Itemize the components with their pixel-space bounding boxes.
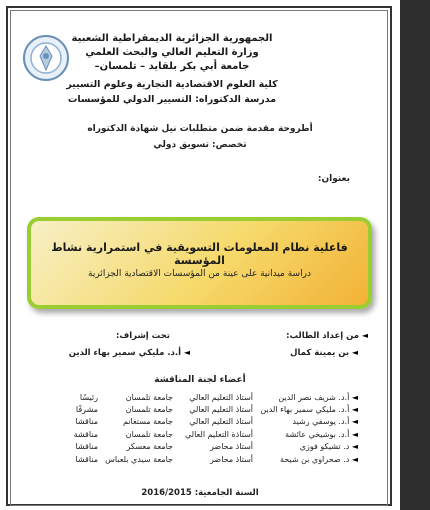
triangle-bullet-icon: ◄ bbox=[181, 348, 190, 357]
academic-year: السنة الجامعية: 2016/2015 bbox=[141, 488, 259, 498]
triangle-bullet-icon: ◄ bbox=[349, 405, 358, 415]
header-republic: الجمهورية الجزائرية الديمقراطية الشعبية bbox=[71, 33, 273, 44]
table-row: ◄ أ.د. بوشيخي عائشة أستاذة التعليم العالي جامعة تلمسان مناقشة bbox=[73, 429, 358, 439]
thesis-title: فاعلية نظام المعلومات التسويقية في استمرارية نشاط المؤسسة bbox=[51, 241, 348, 267]
title-box bbox=[27, 217, 372, 309]
triangle-bullet-icon: ◄ bbox=[349, 417, 358, 427]
header-ministry: وزارة التعليم العالي والبحث العلمي bbox=[85, 47, 259, 58]
specialization: تخصص: تسويق دولي bbox=[153, 140, 247, 150]
triangle-bullet-icon: ◄ bbox=[349, 442, 358, 452]
supervisor-label: تحت إشراف: bbox=[115, 331, 170, 341]
prepared-by-label: ◄ من إعداد الطالب: bbox=[286, 331, 368, 341]
supervisor-name: ◄ أ.د. مليكي سمير بهاء الدين bbox=[68, 348, 190, 358]
header-faculty: كلية العلوم الاقتصادية التجارية وعلوم التسيير bbox=[66, 79, 278, 90]
title-label: بعنوان: bbox=[317, 174, 350, 184]
table-row: ◄ د. صحراوي بن شيحة أستاذ محاضر جامعة سيدي بلعباس مناقشا bbox=[75, 454, 358, 464]
committee-table bbox=[58, 391, 358, 465]
triangle-bullet-icon: ◄ bbox=[349, 429, 358, 439]
thesis-subtitle: دراسة ميدانية على عينة من المؤسسات الاقتصادية الجزائرية bbox=[88, 269, 311, 279]
thesis-statement: أطروحة مقدمة ضمن متطلبات نيل شهادة الدكتوراه bbox=[87, 124, 313, 134]
triangle-bullet-icon: ◄ bbox=[359, 331, 368, 340]
triangle-bullet-icon: ◄ bbox=[349, 392, 358, 402]
triangle-bullet-icon: ◄ bbox=[349, 454, 358, 464]
table-row: ◄ أ.د. يوسفي رشيد أستاذ التعليم العالي جامعة مستغانم مناقشا bbox=[75, 417, 358, 427]
viewer-scrollbar[interactable] bbox=[400, 0, 430, 510]
table-row: ◄ أ.د. شريف نصر الدين أستاذ التعليم العالي جامعة تلمسان رئيسًا bbox=[79, 392, 358, 402]
committee-title: أعضاء لجنة المناقشة bbox=[154, 375, 246, 385]
prepared-by-name: ◄ بن يمينة كمال bbox=[290, 348, 358, 358]
header-doctoral-school: مدرسة الدكتوراه: التسيير الدولي للمؤسسات bbox=[67, 94, 277, 105]
triangle-bullet-icon: ◄ bbox=[349, 348, 358, 357]
table-row: ◄ د. تشيكو فوزي أستاذ محاضر جامعة معسكر مناقشا bbox=[75, 442, 358, 452]
table-row: ◄ أ.د. مليكي سمير بهاء الدين أستاذ التعليم العالي جامعة تلمسان مشرفًا bbox=[75, 405, 358, 415]
header-university: جامعة أبي بكر بلقايد – تلمسان– bbox=[94, 61, 250, 72]
